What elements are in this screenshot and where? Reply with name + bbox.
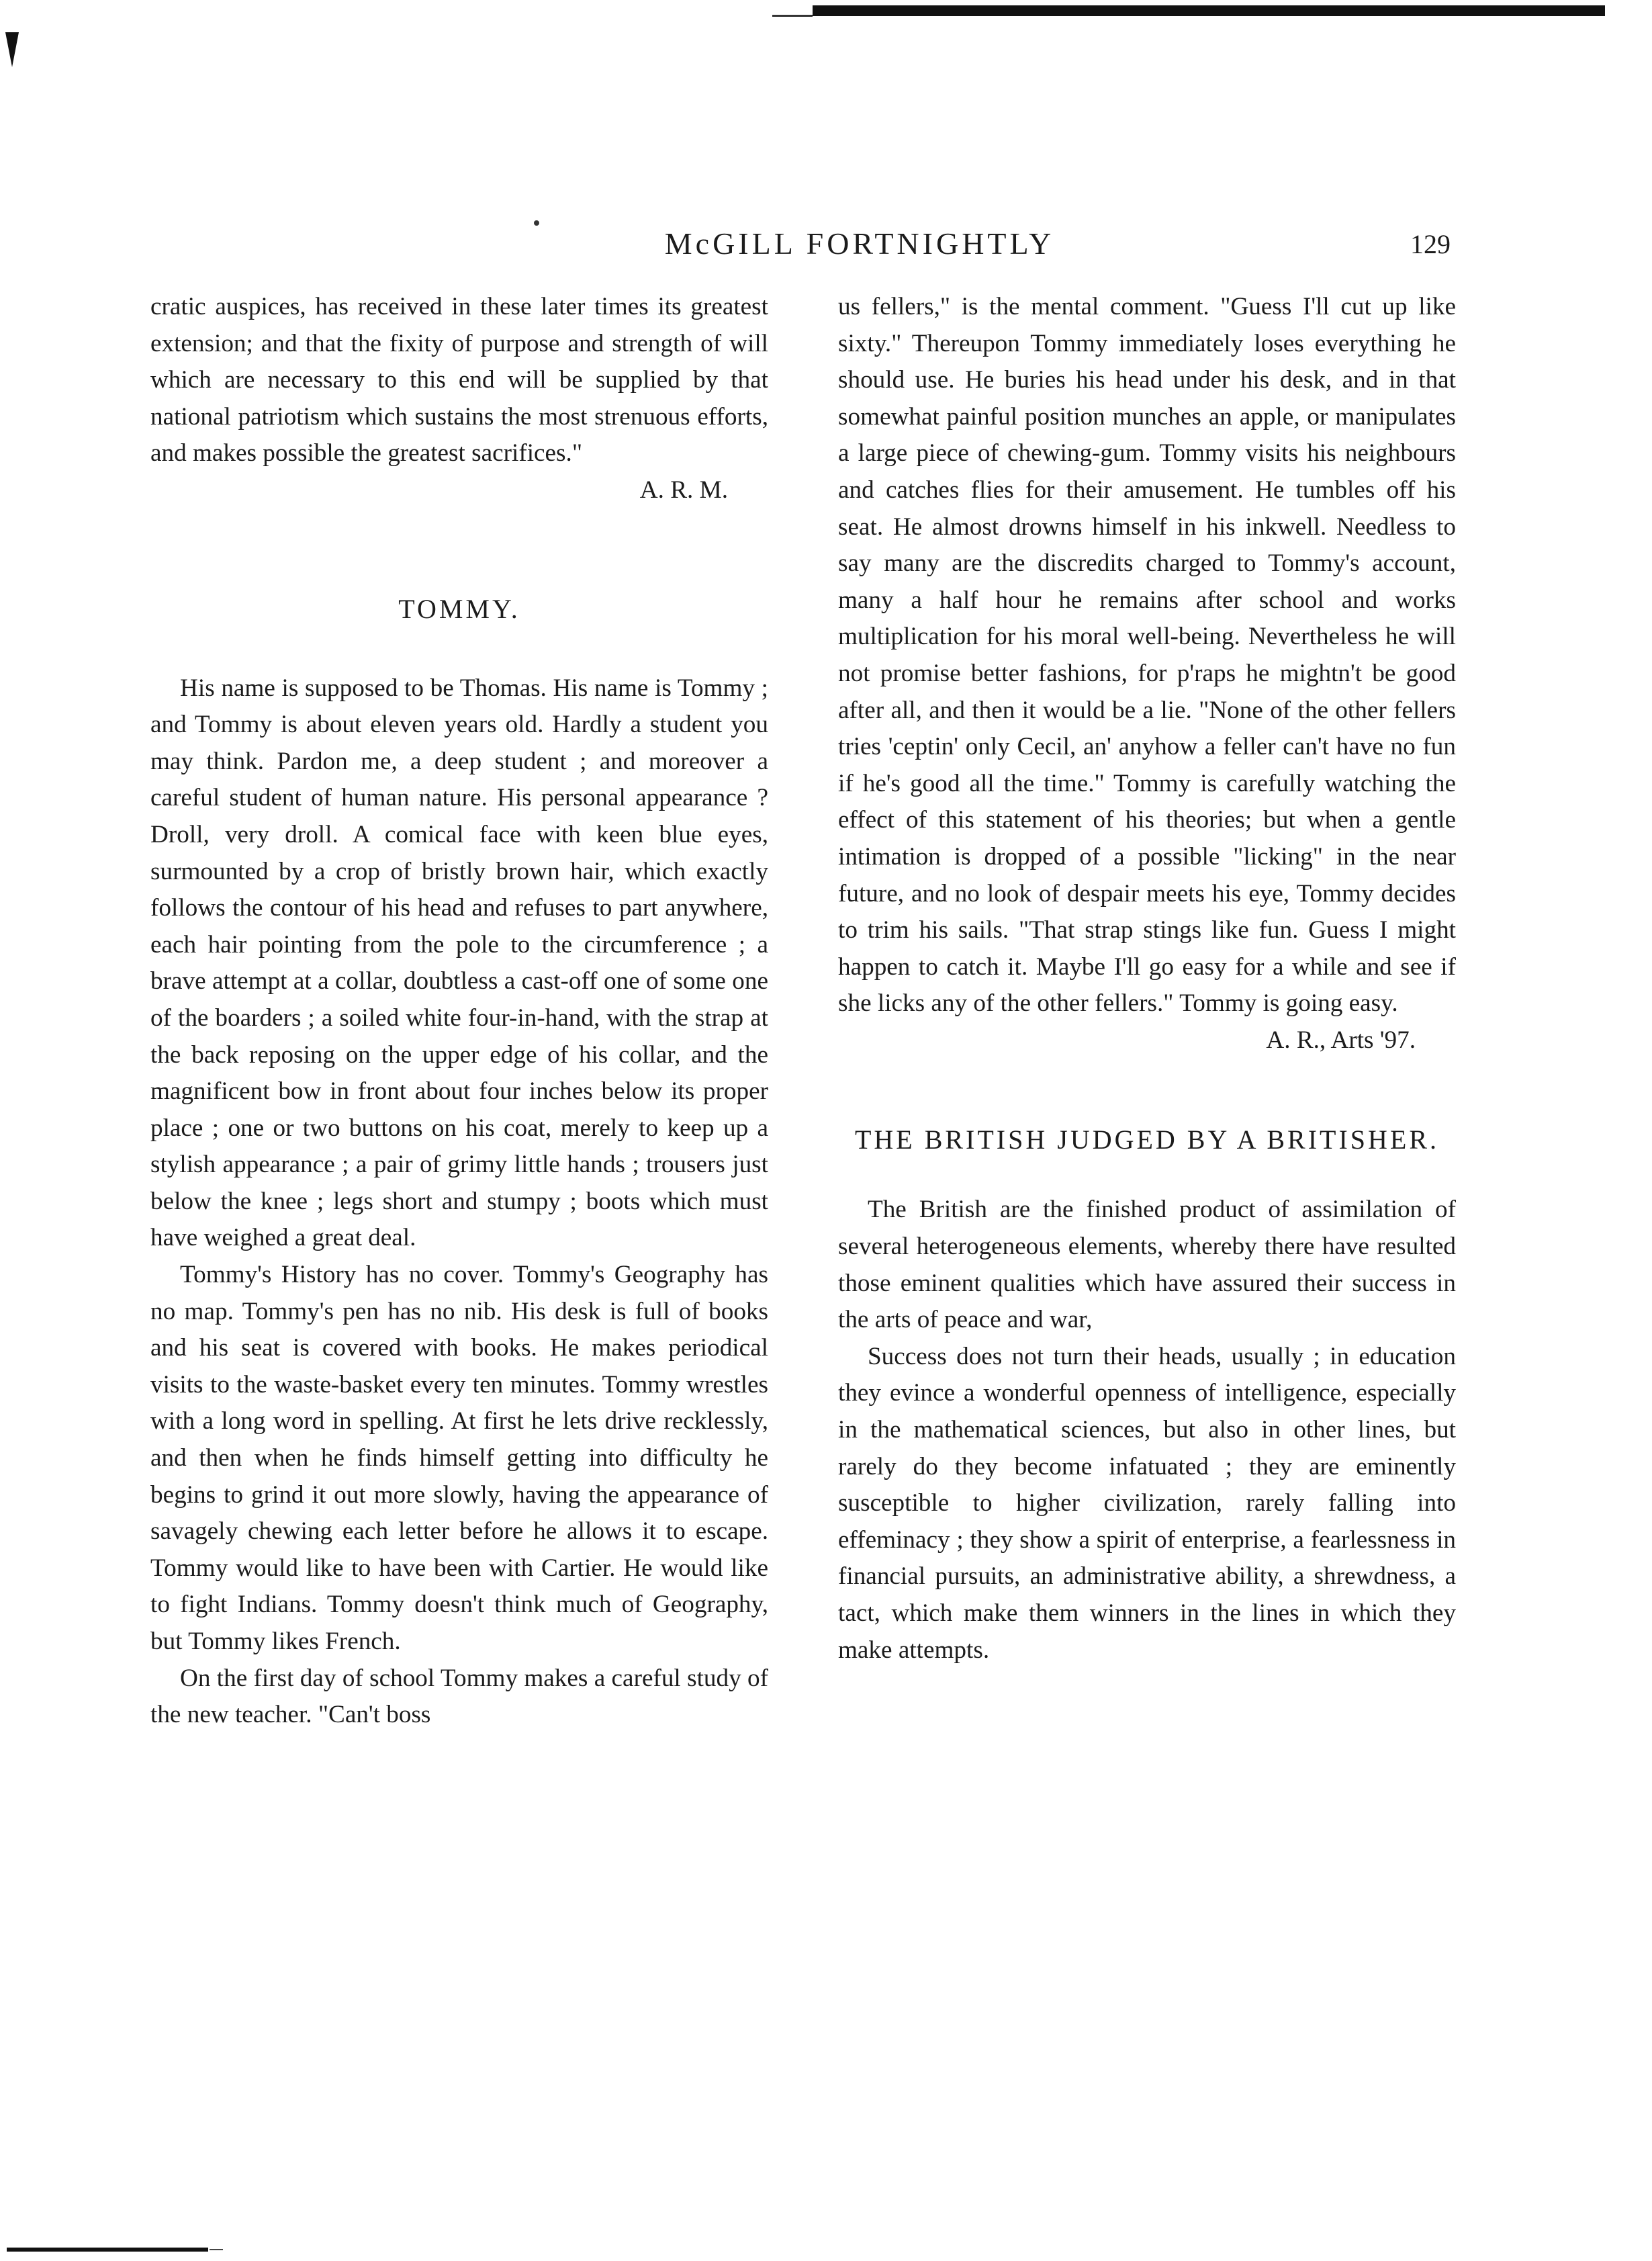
british-paragraph-2: Success does not turn their heads, usually ; in education they evince a wonderful openness of intelligence, especially in the mathematical sciences, but also in other lines, but rarely do they become infatuated ; they are eminently susceptible to higher civilization, rarely falling into effeminacy ; they show a spirit of enterprise, a fearlessness in financial pursuits, an administrative ability, a shrewdness, a tact, which make them winners in the lines in which they make attempts. (838, 1342, 1456, 1664)
top-edge-rule (813, 5, 1605, 16)
right-column (838, 289, 1456, 1669)
tommy-paragraph-2: Tommy's History has no cover. Tommy's Geography has no map. Tommy's pen has no nib. His desk is full of books and his seat is covered with books. He makes periodical visits to the waste-basket every ten minutes. Tommy wrestles with a long word in spelling. At first he lets drive recklessly, and then when he finds himself getting into difficulty he begins to grind it out more slowly, having the appearance of savagely chewing each letter before he allows it to escape. Tommy would like to have been with Cartier. He would like to fight Indians. Tommy doesn't think much of Geography, but Tommy likes French. (150, 1261, 768, 1655)
top-edge-rule-thin (772, 15, 813, 17)
tommy-article-signature: A. R., Arts '97. (1266, 1026, 1416, 1054)
bottom-edge-rule-thin (210, 2249, 223, 2250)
running-title: McGILL FORTNIGHTLY (664, 226, 1055, 261)
british-article-title: THE BRITISH JUDGED BY A BRITISHER. (854, 1124, 1440, 1155)
previous-article-continuation: cratic auspices, has received in these later times its greatest extension; and that the fixity of purpose and strength of will which are necessary to this end will be supplied by that national patriotism which sustains the most strenuous efforts, and makes possible the greatest sacrifices." (150, 293, 768, 468)
british-paragraph-1: The British are the finished product of assimilation of several heterogeneous elements, whereby there have resulted those eminent qualities which have assured their success in the arts of peace and war, (838, 1196, 1456, 1334)
tommy-article-title: TOMMY. (398, 593, 520, 624)
left-column (150, 289, 768, 1734)
tommy-paragraph-3: On the first day of school Tommy makes a careful study of the new teacher. "Can't boss (150, 1664, 768, 1729)
tommy-article-continuation: us fellers," is the mental comment. "Guess I'll cut up like sixty." Thereupon Tommy immediately loses everything he should use. He buries his head under his desk, and in that somewhat painful position munches an apple, or manipulates a large piece of chewing-gum. Tommy visits his neighbours and catches flies for their amusement. He tumbles off his seat. He almost drowns himself in his inkwell. Needless to say many are the discredits charged to Tommy's account, many a half hour he remains after school and works multiplication for his moral well-being. Nevertheless he will not promise better fashions, for p'raps he mightn't be good after all, and then it would be a lie. "None of the other fellers tries 'ceptin' only Cecil, an' anyhow a feller can't have no fun if he's good all the time." Tommy is carefully watching the effect of this statement of his theories; but when a gentle intimation is dropped of a possible "licking" in the near future, and no look of despair meets his eye, Tommy decides to trim his sails. "That strap stings like fun. Guess I might happen to catch it. Maybe I'll go easy for a while and see if she licks any of the other fellers." Tommy is going easy. (838, 293, 1456, 1018)
previous-article-signature: A. R. M. (639, 476, 728, 504)
corner-scan-mark (5, 32, 19, 67)
tommy-paragraph-1: His name is supposed to be Thomas. His name is Tommy ; and Tommy is about eleven years old. Hardly a student you may think. Pardon me, a deep student ; and moreover a careful student of human nature. His personal appearance ? Droll, very droll. A comical face with keen blue eyes, surmounted by a crop of bristly brown hair, which exactly follows the contour of his head and refuses to part anywhere, each hair pointing from the pole to the circumference ; a brave attempt at a collar, doubtless a cast-off one of some one of the boarders ; a soiled white four-in-hand, with the strap at the back reposing on the upper edge of his collar, and the magnificent bow in front about four inches below its proper place ; one or two buttons on his coat, merely to keep up a stylish appearance ; a pair of grimy little hands ; trousers just below the knee ; legs short and stumpy ; boots which must have weighed a great deal. (150, 674, 768, 1252)
page-number: 129 (1410, 229, 1451, 259)
bottom-edge-rule (7, 2248, 208, 2252)
header-dot (534, 220, 539, 226)
